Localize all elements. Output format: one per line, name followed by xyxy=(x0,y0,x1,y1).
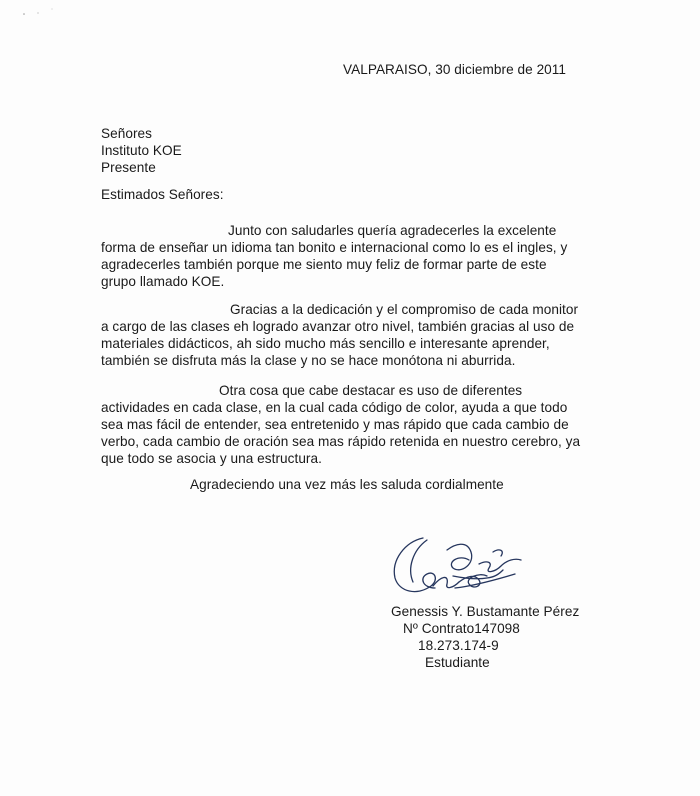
recipient-line-2: Instituto KOE xyxy=(101,143,182,158)
greeting: Estimados Señores: xyxy=(101,187,224,202)
paragraph-3-line-3: sea mas fácil de entender, sea entretenido y mas rápido que cada cambio de xyxy=(101,417,569,432)
signer-id-number: 18.273.174-9 xyxy=(418,638,499,653)
closing-line: Agradeciendo una vez más les saluda cordialmente xyxy=(190,477,504,492)
signer-role: Estudiante xyxy=(425,655,490,670)
paragraph-1-line-3: agradecerles también porque me siento muy feliz de formar parte de este xyxy=(101,257,547,272)
paragraph-2-line-1: Gracias a la dedicación y el compromiso de cada monitor xyxy=(230,302,579,317)
paragraph-1-line-4: grupo llamado KOE. xyxy=(101,274,225,289)
recipient-line-1: Señores xyxy=(101,126,152,141)
paragraph-3-line-4: verbo, cada cambio de oración sea mas rápido retenida en nuestro cerebro, ya xyxy=(101,434,581,449)
paragraph-2-line-2: a cargo de las clases eh logrado avanzar otro nivel, también gracias al uso de xyxy=(101,319,575,334)
paragraph-2-line-3: materiales didácticos, ah sido mucho más sencillo e interesante aprender, xyxy=(101,336,550,351)
paragraph-3-line-1: Otra cosa que cabe destacar es uso de diferentes xyxy=(219,383,523,398)
paragraph-3-line-2: actividades en cada clase, en la cual cada código de color, ayuda a que todo xyxy=(101,400,568,415)
paragraph-2-line-4: también se disfruta más la clase y no se hace monótona ni aburrida. xyxy=(101,353,516,368)
paragraph-1-line-2: forma de enseñar un idioma tan bonito e internacional como lo es el ingles, y xyxy=(101,240,568,255)
signer-contract: Nº Contrato147098 xyxy=(403,621,520,636)
signer-name: Genessis Y. Bustamante Pérez xyxy=(391,604,580,619)
paragraph-1-line-1: Junto con saludarles quería agradecerles la excelente xyxy=(228,223,557,238)
paragraph-3-line-5: que todo se asocia y una estructura. xyxy=(101,451,322,466)
scan-artifacts xyxy=(0,0,700,40)
recipient-line-3: Presente xyxy=(101,160,156,175)
place-date: VALPARAISO, 30 diciembre de 2011 xyxy=(343,62,566,77)
signature-icon xyxy=(383,530,533,605)
